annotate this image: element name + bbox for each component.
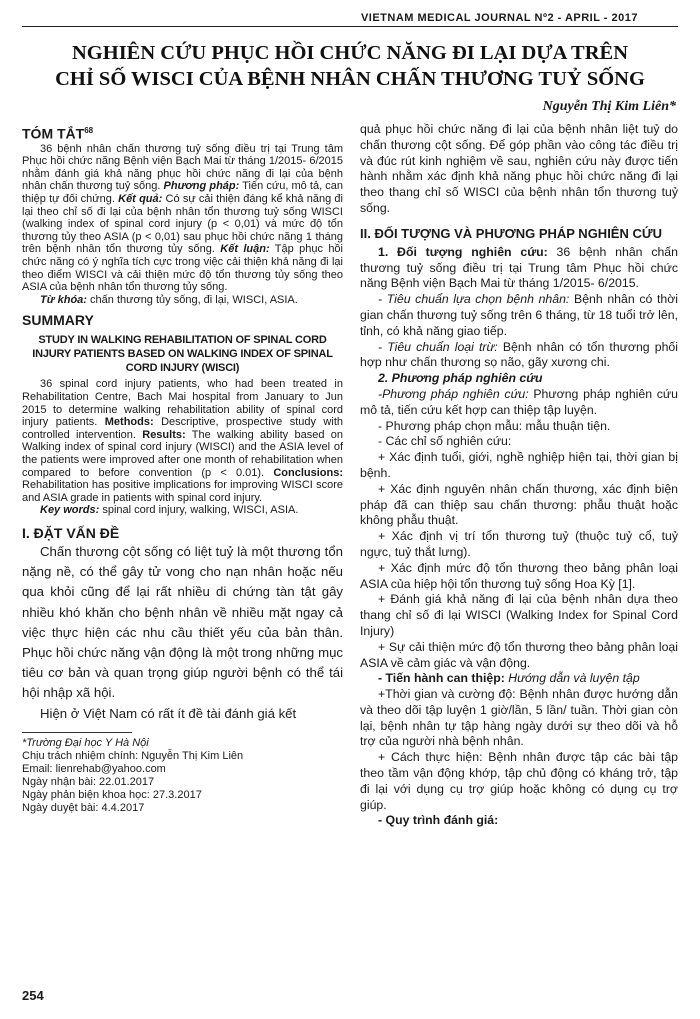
abstract-vi-intro: 36 bệnh nhân chấn thương tuỷ sống điều trị tại Trung tâm Phục hồi chức năng Bệnh viện Bạch Mai từ tháng 1/2015- 6/2015 nhằm đánh giá khả năng phục hồi chức năng đi lại của bệnh nhân chấn thương tuỷ sống.: [22, 142, 343, 193]
author-name: Nguyễn Thị Kim Liên*: [542, 99, 676, 114]
footnote-responsible: Chịu trách nhiệm chính: Nguyễn Thị Kim Liên: [22, 749, 244, 762]
footnote-received: Ngày nhận bài: 22.01.2017: [22, 775, 155, 788]
footnote-email: Email: lienrehab@yahoo.com: [22, 762, 166, 775]
method-label: Phương pháp:: [163, 180, 240, 193]
summary-intro: 36 spinal cord injury patients, who had been treated in Rehabilitation Centre, Bach Mai hospital from January to Jun 2015 to determine walking rehabilitation ability of spinal cord injury patients.: [22, 378, 343, 429]
intro-paragraph-1: Chấn thương cột sống có liệt tuỷ là một thương tổn nặng nề, có thể gây tử vong cho nạn nhân hoặc nếu qua khỏi cũng để lại rất nhiều di chứng tàn tật gây nhiều khó khăn cho bệnh nhân về nhiều mặt ngay cả việc thực hiện các nhu cầu thiết yếu của bản thân. Phục hồi chức năng vận động là một trong những mục tiêu cơ bản và quan trọng giúp người bệnh có thể tái hội nhập xã hội.: [22, 543, 343, 701]
time-intensity-text: +Thời gian và cường độ: Bệnh nhân được hướng dẫn và theo dõi tập luyện 1 giờ/lần, 5 lần/ tuần. Thời gian còn lại, bệnh nhân tự tập hàng ngày dưới sự theo dõi và hỗ trợ của người nhà bệnh nhân.: [360, 687, 678, 749]
results-label: Results:: [142, 428, 186, 441]
indicator-6: + Sự cải thiện mức độ tổn thương theo bảng phân loại ASIA về cảm giác và vận động.: [360, 639, 678, 670]
subjects-text: 36 bệnh nhân chấn thương tuỷ sống điều trị tại Trung tâm Phục hồi chức năng Bệnh viện Bạch Mai từ tháng 1/2015- 6/2015.: [360, 244, 678, 291]
exclusion-text: Bệnh nhân có tổn thương phối hợp như chấn thương sọ não, gãy xương chi.: [360, 339, 678, 370]
footnote-accepted: Ngày duyệt bài: 4.4.2017: [22, 801, 145, 814]
indicator-1: + Xác định tuổi, giới, nghề nghiệp hiện tại, thời gian bị bệnh.: [360, 450, 678, 480]
journal-header: [22, 8, 678, 27]
page-number: 254: [22, 988, 44, 1003]
abstract-vi-heading: TÓM TẮT$^{68}$: [22, 125, 94, 142]
intervention-label: - Tiến hành can thiệp:: [378, 671, 505, 686]
keywords-label: Từ khóa:: [40, 293, 87, 306]
indicator-3: + Xác định vị trí tổn thương tuỷ (thuộc tuỷ cổ, tuỷ ngực, tuỷ thắt lưng).: [360, 529, 678, 559]
conclusions-text: Rehabilitation has positive implications for improving WISCI score and ASIA grade in patients with spinal cord injury.: [22, 479, 343, 504]
evaluation-label: - Quy trình đánh giá:: [378, 813, 499, 828]
sampling-text: - Phương pháp chọn mẫu: mẫu thuận tiện.: [378, 418, 611, 433]
footnote-affiliation: *Trường Đại học Y Hà Nội: [22, 736, 149, 749]
methods-label: Methods:: [104, 416, 154, 429]
intro-heading: I. ĐẶT VẤN ĐỀ: [22, 524, 120, 541]
journal-name: VIETNAM MEDICAL JOURNAL Nº2 - APRIL - 2017: [360, 12, 638, 24]
keywords-text: chấn thương tủy sống, đi lại, WISCI, ASIA.: [90, 293, 298, 306]
summary-heading: SUMMARY: [22, 312, 94, 329]
summary-body: [22, 378, 343, 517]
title-line-2: CHỈ SỐ WISCI CỦA BỆNH NHÂN CHẤN THƯƠNG TUỶ SỐNG: [55, 68, 645, 90]
study-method-label: -Phương pháp nghiên cứu:: [378, 386, 529, 401]
conclusion-text: Tập phục hồi chức năng có ý nghĩa tích cực trong việc cải thiện khả năng đi lại theo điểm WISCI và cải thiện mức độ tổn thương tủy sống theo ASIA của bệnh nhân tổn thương tủy sống.: [22, 243, 343, 294]
inclusion-text: Bệnh nhân có thời gian chấn thương tuỷ sống trên 6 tháng, từ 18 tuổi trở lên, tỉnh, có khả năng giao tiếp.: [360, 292, 679, 338]
result-label: Kết quả:: [118, 193, 163, 206]
indicator-5: + Đánh giá khả năng đi lại của bệnh nhân dựa theo thang chỉ số đi lại WISCI (Walking Index for Spinal Cord Injury): [360, 592, 678, 638]
footnote-rule: [22, 732, 132, 733]
methods-text: Descriptive, prospective study with controlled intervention.: [22, 416, 343, 441]
conclusions-label: Conclusions:: [273, 466, 343, 479]
methods-section-heading: II. ĐỐI TƯỢNG VÀ PHƯƠNG PHÁP NGHIÊN CỨU: [360, 225, 663, 241]
heading-superscript: 68: [84, 126, 94, 135]
summary-title: STUDY IN WALKING REHABILITATION OF SPINAL CORD INJURY PATIENTS BASED ON WALKING INDEX OF SPINAL CORD INJURY (WISCI): [32, 334, 333, 375]
footnote-review: Ngày phản biện khoa học: 27.3.2017: [22, 788, 202, 801]
inclusion-label: - Tiêu chuẩn lựa chọn bệnh nhân:: [378, 292, 570, 307]
right-column: [360, 122, 678, 829]
indicator-2: + Xác định nguyên nhân chấn thương, xác định biện pháp đã can thiệp sau chấn thương: phẫu thuật hoặc không phẫu thuật.: [360, 481, 678, 528]
intro-paragraph-2: Hiện ở Việt Nam có rất ít đề tài đánh giá kết: [40, 705, 297, 721]
intervention-text: Hướng dẫn và luyện tập: [508, 671, 640, 686]
method-subheading: 2. Phương pháp nghiên cứu: [378, 371, 543, 386]
article-title: [22, 40, 678, 92]
conclusion-label: Kết luận:: [220, 243, 270, 256]
footnote: [22, 737, 343, 815]
key-words-label: Key words:: [40, 504, 100, 517]
exclusion-label: - Tiêu chuẩn loại trừ:: [378, 339, 498, 354]
study-method-text: Phương pháp nghiên cứu mô tả, tiến cứu kết hợp can thiệp tập luyện.: [360, 386, 678, 417]
indicators-text: - Các chỉ số nghiên cứu:: [378, 434, 512, 449]
results-text: The walking ability based on Walking index of spinal cord injury (WISCI) and the ASIA level of the patients were improved after one month of rehabilitation when compared to before convention (p < 0.01).: [22, 428, 343, 479]
method-text: Tiến cứu, mô tả, can thiệp tự đối chứng.: [22, 180, 344, 206]
left-column: [22, 122, 343, 815]
result-text: Có sự cải thiện đáng kể khả năng đi lại theo chỉ số đi lại của bệnh nhân tổn thương tuỷ sống WISCI (walking index of spinal cord injury (p < 0,01) và mức độ tổn thương tủy theo ASIA (p < 0,01) sau phục hồi chức năng 1 tháng trên bệnh nhân tổn thương tủy sống.: [22, 193, 343, 256]
title-line-1: NGHIÊN CỨU PHỤC HỒI CHỨC NĂNG ĐI LẠI DỰA TRÊN: [72, 42, 628, 64]
abstract-vi: [22, 143, 343, 307]
key-words-text: spinal cord injury, walking, WISCI, ASIA.: [102, 504, 299, 517]
subjects-label: 1. Đối tượng nghiên cứu:: [378, 244, 548, 259]
procedure-text: + Cách thực hiện: Bệnh nhân được tập các bài tập theo tầm vận động khớp, tập chủ động có kháng trở, tập đi lại với dụng cụ trợ giúp hoặc không có dụng cụ trợ giúp.: [360, 750, 678, 812]
intro-continuation: quả phục hồi chức năng đi lại của bệnh nhân liệt tuỷ do chấn thương cột sống. Để góp phần vào công tác điều trị và đúc rút kinh nghiệm về sau, nghiên cứu này được tiến hành nhằm xác định khả năng phục hồi chức năng đi lại theo thang chỉ số WISCI của bệnh nhân tổn thương tuỷ sống.: [360, 122, 678, 215]
indicator-4: + Xác định mức độ tổn thương theo bảng phân loại ASIA của hiệp hội tổn thương tuỷ sống Hoa Kỳ [1].: [360, 560, 678, 591]
intro-body: [22, 542, 343, 724]
